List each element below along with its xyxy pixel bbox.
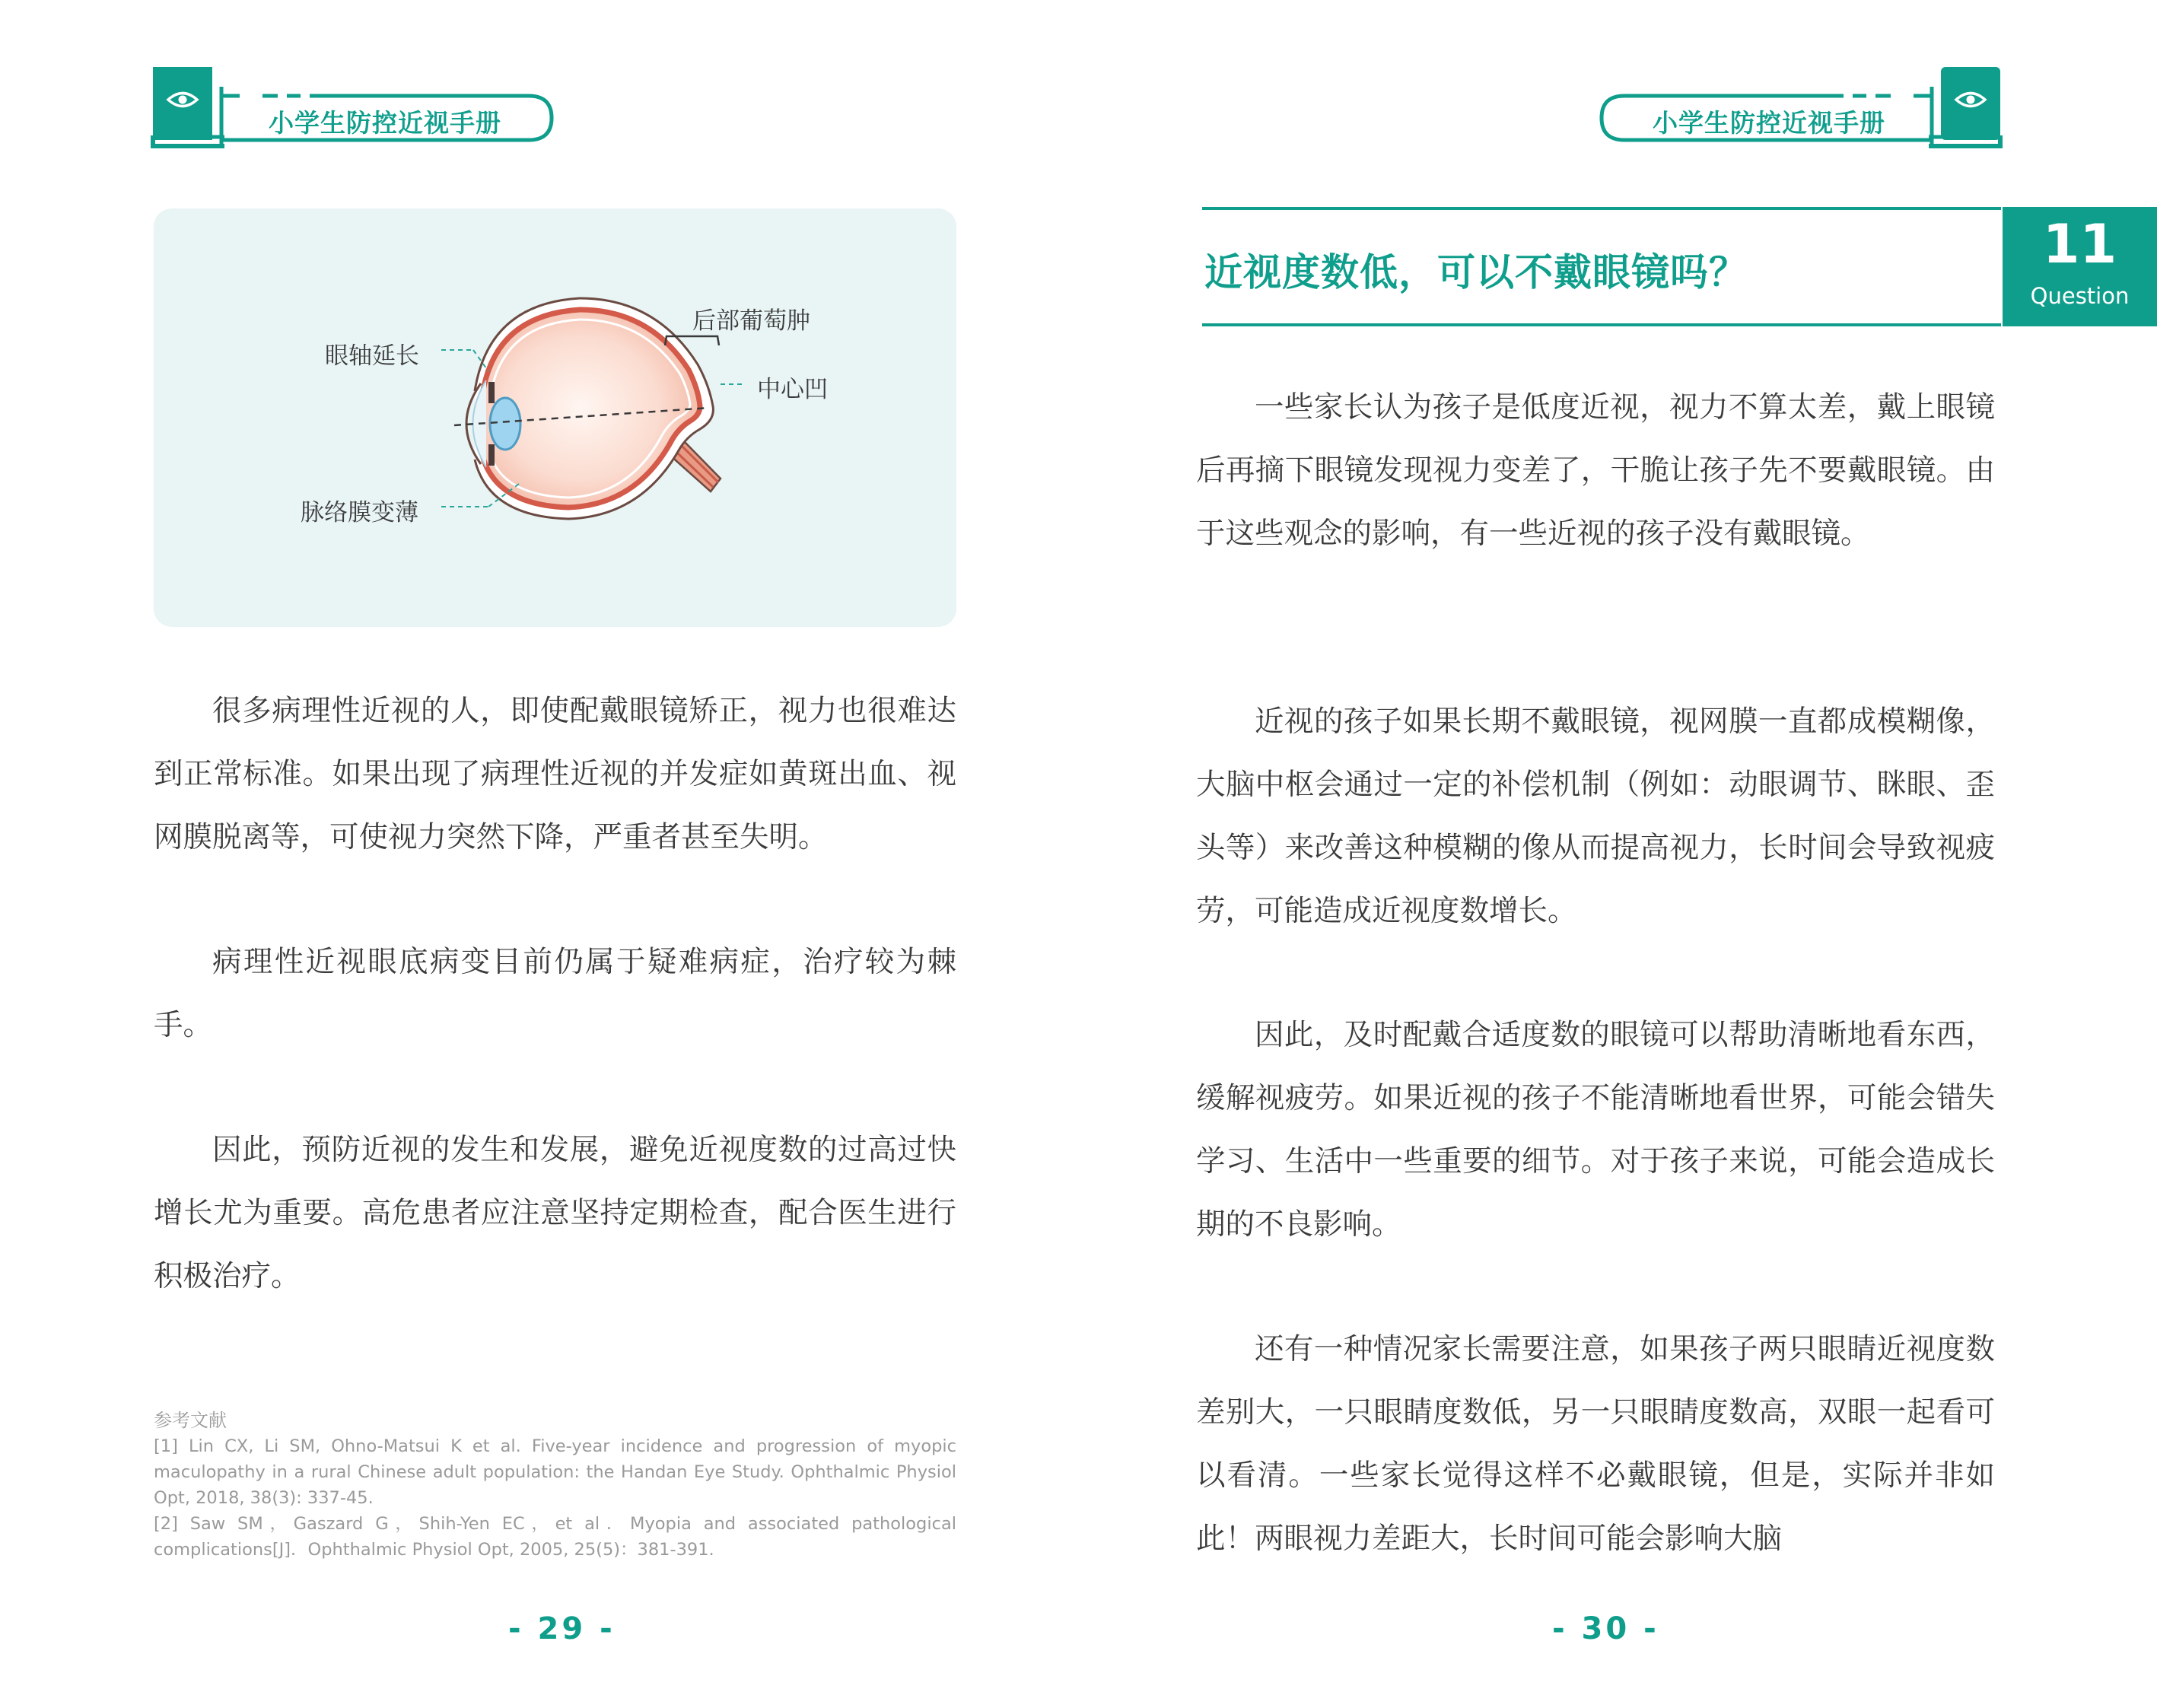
right-page-number: - 30 -: [1552, 1611, 1659, 1646]
right-paragraph-3: 因此，及时配戴合适度数的眼镜可以帮助清晰地看东西，缓解视疲劳。如果近视的孩子不能清晰地看世界，可能会错失学习、生活中一些重要的细节。对于孩子来说，可能会造成长期的不良影响。: [1196, 1018, 1995, 1242]
label-choroid-thinning: 脉络膜变薄: [301, 499, 418, 526]
eye-icon: [166, 90, 199, 110]
eye-icon: [1954, 90, 1987, 110]
left-header: [148, 67, 559, 151]
question-title: 近视度数低，可以不戴眼镜吗？: [1204, 250, 1748, 294]
right-header-title: 小学生防控近视手册: [1653, 108, 1885, 138]
eye-diagram-panel: [154, 208, 956, 627]
right-header: [1598, 67, 2005, 151]
label-posterior-staphyloma: 后部葡萄肿: [692, 307, 810, 335]
left-header-title: 小学生防控近视手册: [269, 108, 501, 138]
reference-item: [2] Saw SM，Gaszard G，Shih-Yen EC，et al．Myopia and associated pathological complications[J]．Ophthalmic Physiol Opt, 2005, 25(5)：381-391.: [154, 1514, 956, 1560]
references-heading: 参考文献: [154, 1410, 227, 1431]
right-paragraph-2: 近视的孩子如果长期不戴眼镜，视网膜一直都成模糊像，大脑中枢会通过一定的补偿机制（例如：动眼调节、眯眼、歪头等）来改善这种模糊的像从而提高视力，长时间会导致视疲劳，可能造成近视度数增长。: [1196, 705, 1995, 928]
left-paragraph-2: 病理性近视眼底病变目前仍属于疑难病症，治疗较为棘手。: [154, 945, 956, 1042]
question-number: 11: [2042, 213, 2117, 275]
right-paragraph-4: 还有一种情况家长需要注意，如果孩子两只眼睛近视度数差别大，一只眼睛度数低，另一只眼睛度数高，双眼一起看可以看清。一些家长觉得这样不必戴眼镜，但是，实际并非如此！两眼视力差距大，长时间可能会影响大脑: [1196, 1332, 1995, 1556]
left-paragraph-1: 很多病理性近视的人，即使配戴眼镜矫正，视力也很难达到正常标准。如果出现了病理性近视的并发症如黄斑出血、视网膜脱离等，可使视力突然下降，严重者甚至失明。: [154, 694, 956, 854]
left-paragraph-3: 因此，预防近视的发生和发展，避免近视度数的过高过快增长尤为重要。高危患者应注意坚持定期检查，配合医生进行积极治疗。: [154, 1133, 956, 1293]
references-section: [154, 1407, 956, 1563]
reference-item: [1] Lin CX, Li SM, Ohno-Matsui K et al. Five-year incidence and progression of myopic maculopathy in a rural Chinese adult population: the Handan Eye Study. Ophthalmic Physiol Opt, 2018, 38(3): 337-45.: [154, 1436, 956, 1508]
question-badge: [2003, 207, 2157, 326]
question-title-rule-top: [1202, 207, 2001, 210]
label-fovea: 中心凹: [757, 376, 828, 403]
right-paragraph-1: 一些家长认为孩子是低度近视，视力不算太差，戴上眼镜后再摘下眼镜发现视力变差了，干脆让孩子先不要戴眼镜。由于这些观念的影响，有一些近视的孩子没有戴眼镜。: [1196, 390, 1995, 551]
eye-cross-section-illustration: [154, 208, 956, 627]
question-title-rule-bottom: [1202, 323, 2001, 326]
label-axial-elongation: 眼轴延长: [325, 342, 419, 370]
left-page-number: - 29 -: [508, 1611, 616, 1646]
question-label: Question: [2030, 283, 2130, 309]
